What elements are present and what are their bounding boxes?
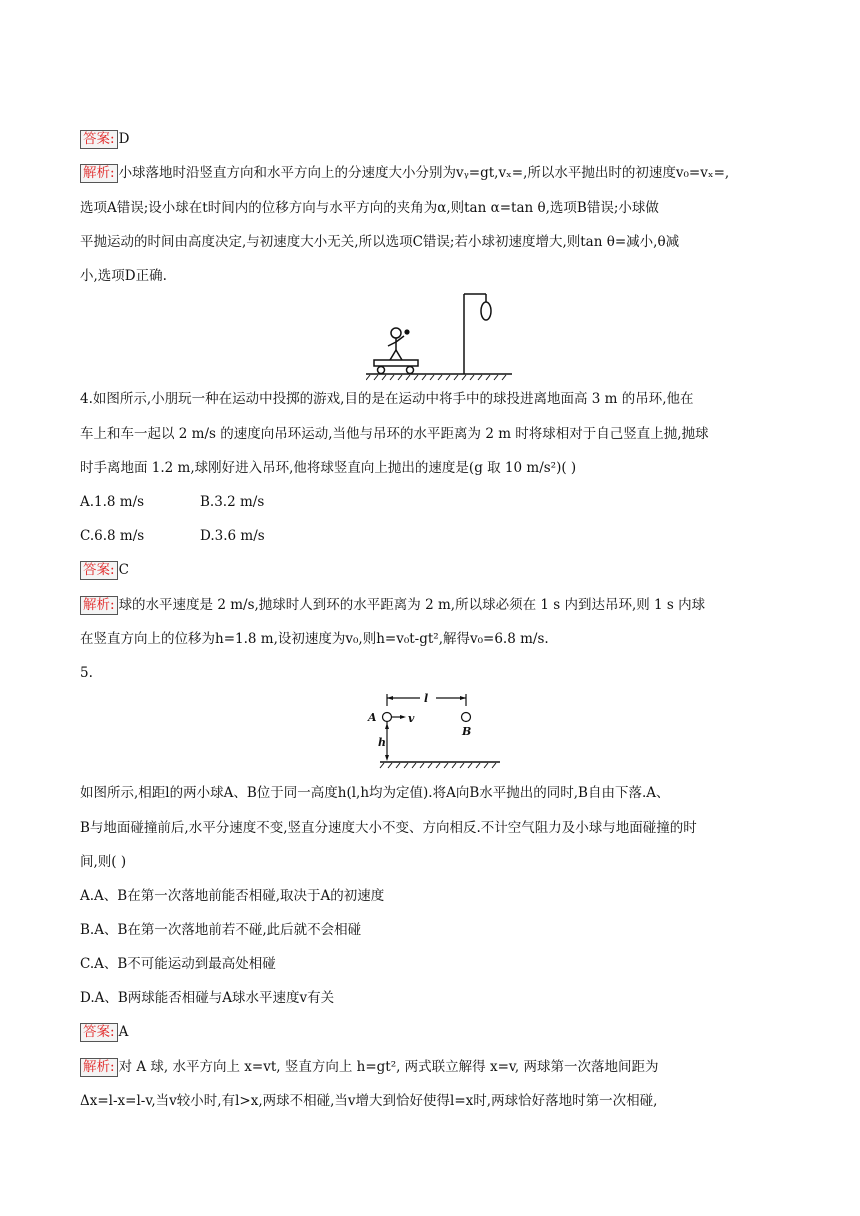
answer-value: A [118,1024,129,1040]
analysis-line [80,595,705,615]
analysis-text: 球的水平速度是 2 m/s,抛球时人到环的水平距离为 2 m,所以球必须在 1 s 内到达吊环,则 1 s 内球 [118,597,706,613]
analysis-text: Δx=l-x=l-v,当v较小时,有l>x,两球不相碰,当v增大到恰好使得l=x时,两球恰好落地时第一次相碰, [80,1093,658,1109]
answer-value: D [118,131,130,147]
answer-tag: 答案: [80,561,118,580]
label-a: A [368,711,377,724]
question-stem-line: 时手离地面 1.2 m,球刚好进入吊环,他将球竖直向上抛出的速度是(g 取 10 m/s²)( ) [80,460,577,476]
analysis-tag: 解析: [80,164,118,183]
analysis-text: 平抛运动的时间由高度决定,与初速度大小无关,所以选项C错误;若小球初速度增大,则tan θ=减小,θ减 [80,234,680,250]
answer-tag: 答案: [80,130,118,149]
cart-ring-figure [366,290,516,382]
analysis-text: 选项A错误;设小球在t时间内的位移方向与水平方向的夹角为α,则tan α=tan θ,选项B错误;小球做 [80,200,659,216]
analysis-text: 小球落地时沿竖直方向和水平方向上的分速度大小分别为vᵧ=gt,vₓ=,所以水平抛出时的初速度v₀=vₓ=, [118,165,730,181]
option-a: A.A、B在第一次落地前能否相碰,取决于A的初速度 [80,888,385,904]
label-b: B [462,725,472,738]
answer-tag: 答案: [80,1023,118,1042]
options-row [80,492,264,512]
question-stem-line: 如图所示,相距l的两小球A、B位于同一高度h(l,h均为定值).将A向B水平抛出的同时,B自由下落.A、 [80,785,670,801]
question-stem-line: 车上和车一起以 2 m/s 的速度向吊环运动,当他与吊环的水平距离为 2 m 时将球相对于自己竖直上抛,抛球 [80,426,709,442]
option-b: B.A、B在第一次落地前若不碰,此后就不会相碰 [80,922,362,938]
analysis-text: 小,选项D正确. [80,268,167,284]
analysis-tag: 解析: [80,1058,118,1077]
answer-line [80,1022,128,1042]
analysis-text: 在竖直方向上的位移为h=1.8 m,设初速度为v₀,则h=v₀t-gt²,解得v₀=6.8 m/s. [80,631,549,647]
question-stem-line: B与地面碰撞前后,水平分速度不变,竖直分速度大小不变、方向相反.不计空气阻力及小球与地面碰撞的时 [80,820,697,836]
analysis-line [80,1057,659,1077]
label-h: h [378,736,386,749]
analysis-line [80,163,729,183]
question-stem-line: 间,则( ) [80,854,127,870]
answer-line [80,129,129,149]
analysis-tag: 解析: [80,596,118,615]
option-d: D.A、B两球能否相碰与A球水平速度v有关 [80,990,335,1006]
options-row [80,526,265,546]
analysis-text: 对 A 球, 水平方向上 x=vt, 竖直方向上 h=gt², 两式联立解得 x=v, 两球第一次落地间距为 [118,1059,659,1075]
question-number: 5. [80,665,93,681]
option-c: C.A、B不可能运动到最高处相碰 [80,956,276,972]
label-v: v [408,712,415,725]
option-a: A.1.8 m/s [80,494,145,510]
option-b: B.3.2 m/s [200,494,265,510]
question-stem-line: 4.如图所示,小朋玩一种在运动中投掷的游戏,目的是在运动中将手中的球投进离地面高 3 m 的吊环,他在 [80,391,694,407]
answer-line [80,560,129,580]
label-l: l [424,692,429,705]
answer-value: C [118,562,129,578]
two-balls-figure [362,690,502,772]
option-c: C.6.8 m/s [80,528,145,544]
option-d: D.3.6 m/s [200,528,265,544]
